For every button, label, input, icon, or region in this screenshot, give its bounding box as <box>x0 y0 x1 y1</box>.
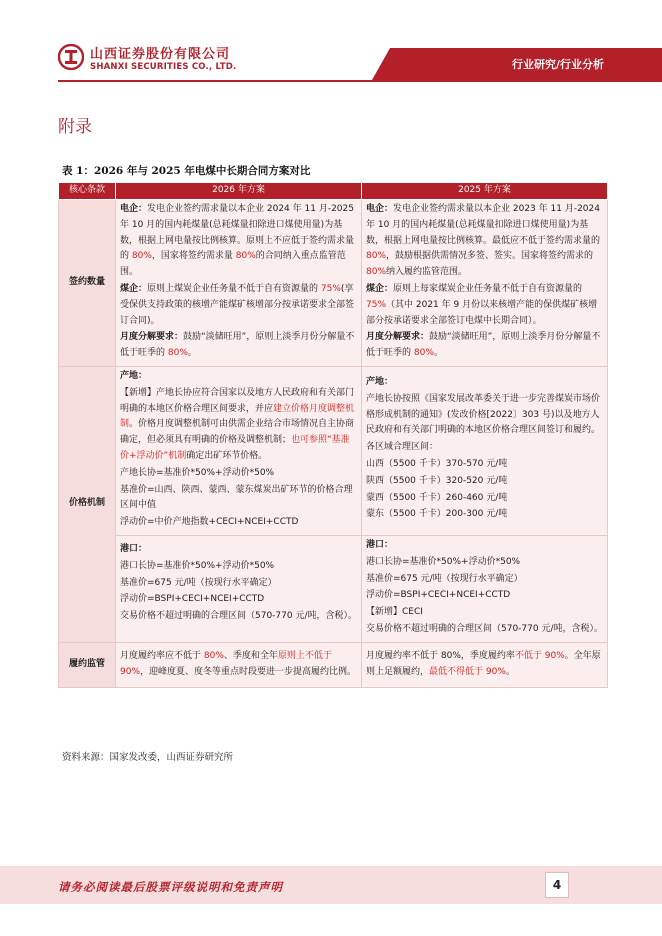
list-item: 蒙东（5500 千卡）200-300 元/吨 <box>366 509 508 520</box>
pricing-2026-origin-float: 浮动价=中价产地指数+CECI+NCEI+CCTD <box>120 517 299 528</box>
page-number: 4 <box>545 872 569 898</box>
column-header-key: 核心条款 <box>59 183 116 200</box>
cell-pricing-port-2026 <box>116 535 362 642</box>
list-item: 蒙西（5500 千卡）260-460 元/吨 <box>366 492 508 503</box>
comparison-table <box>58 182 608 688</box>
performance-2025-text: 月度履约率不低于 80%，季度履约率不低于 90%。全年原则上足额履约，最低不得低于 90%。 <box>366 650 601 677</box>
cell-performance-2025 <box>362 642 608 688</box>
table-row-performance <box>59 642 608 688</box>
cell-pricing-origin-2025 <box>362 366 608 535</box>
signing-2025-monthly: 月度分解要求：鼓励“淡储旺用”，原则上淡季月份分解量不低于旺季的 80%。 <box>366 332 601 359</box>
pricing-2025-port-label: 港口： <box>366 539 394 550</box>
cell-pricing-port-2025 <box>362 535 608 642</box>
pricing-2026-origin-text: 【新增】产地长协应符合国家以及地方人民政府和有关部门明确的本地区价格合理区间要求，并应建立价格月度调整机制。价格月度调整机制可由供需企业结合市场情况自主协商确定，但必须具有明确的价格及调整机制；也可参照“基准价+浮动价”机制确定出矿环节价格。 <box>120 387 355 461</box>
cell-signing-2026 <box>116 200 362 367</box>
pricing-2026-port-float: 浮动价=BSPI+CECI+NCEI+CCTD <box>120 594 265 605</box>
performance-2026-text: 月度履约率应不低于 80%、季度和全年原则上不低于 90%，迎峰度夏、度冬等重点时段要进一步提高履约比例。 <box>120 650 357 677</box>
signing-2025-power: 电企：发电企业签约需求量以本企业 2023 年 11 月-2024 年 10 月的国内耗煤量(总耗煤量扣除进口煤使用量)为基数，根据上网电量按比例核算。最低应不低于签约需求量的 80%，鼓励根据供需情况多签、签实。国家将签约需求的 80%纳入履约监管范围。 <box>366 204 601 278</box>
signing-2026-power: 电企：发电企业签约需求量以本企业 2024 年 11 月-2025 年 10 月的国内耗煤量(总耗煤量扣除进口煤使用量)为基数，根据上网电量按比例核算。原则上不应低于签约需求量的 80%，国家将签约需求量 80%的合同纳入重点监管范围。 <box>120 204 355 278</box>
column-header-2025: 2025 年方案 <box>362 183 608 200</box>
pricing-2025-region-title: 各区域合理区间： <box>366 442 439 453</box>
pricing-2025-origin-text: 产地长协按照《国家发展改革委关于进一步完善煤炭市场价格形成机制的通知》(发改价格[2022〕303 号)以及地方人民政府和有关部门明确的本地区价格合理区间签订和履约。 <box>366 393 601 436</box>
company-logo-icon <box>58 44 84 70</box>
signing-2025-coal: 煤企：原则上每家煤炭企业任务量不低于自有资源量的 75%（其中 2021 年 9 月份以来核增产能的保供煤矿核增部分按承诺要求全部签订电煤中长期合同）。 <box>366 283 598 326</box>
pricing-2026-origin-formula: 产地长协=基准价*50%+浮动价*50% <box>120 467 275 478</box>
column-header-2026: 2026 年方案 <box>116 183 362 200</box>
signing-2026-monthly: 月度分解要求：鼓励“淡储旺用”，原则上淡季月份分解量不低于旺季的 80%。 <box>120 332 355 359</box>
company-name-cn: 山西证券股份有限公司 <box>90 47 231 62</box>
table-title: 表 1：2026 年与 2025 年电煤中长期合同方案对比 <box>62 165 311 177</box>
pricing-2026-port-range: 交易价格不超过明确的合理区间（570-770 元/吨，含税）。 <box>120 611 357 622</box>
list-item: 山西（5500 千卡）370-570 元/吨 <box>366 458 508 469</box>
company-name-en: SHANXI SECURITIES CO., LTD. <box>90 62 237 72</box>
table-row-pricing-port <box>59 535 608 642</box>
header-divider <box>58 80 662 82</box>
pricing-2026-origin-base: 基准价=山西、陕西、蒙西、蒙东煤炭出矿环节的价格合理区间中值 <box>120 484 353 511</box>
signing-2026-coal: 煤企：原则上煤炭企业任务量不低于自有资源量的 75%(享受保供支持政策的核增产能煤矿核增部分按承诺要求全部签订合同)。 <box>120 283 355 326</box>
row-key-performance: 履约监管 <box>59 642 116 688</box>
pricing-2025-port-float: 浮动价=BSPI+CECI+NCEI+CCTD <box>366 590 511 601</box>
pricing-2025-port-base: 基准价=675 元/吨（按现行水平确定） <box>366 573 523 584</box>
section-title: 附录 <box>58 117 92 137</box>
report-category: 行业研究/行业分析 <box>511 58 604 71</box>
pricing-2026-port-label: 港口： <box>120 543 148 554</box>
pricing-2025-port-formula: 港口长协=基准价*50%+浮动价*50% <box>366 556 521 567</box>
row-key-pricing: 价格机制 <box>59 366 116 642</box>
footer-disclaimer: 请务必阅读最后股票评级说明和免责声明 <box>58 880 283 894</box>
pricing-2026-port-formula: 港口长协=基准价*50%+浮动价*50% <box>120 560 275 571</box>
table-header-row <box>59 183 608 200</box>
table-row-pricing-origin <box>59 366 608 535</box>
list-item: 陕西（5500 千卡）320-520 元/吨 <box>366 475 508 486</box>
pricing-2025-port-new: 【新增】CECI <box>366 607 423 618</box>
row-key-signing: 签约数量 <box>59 200 116 367</box>
pricing-2026-port-base: 基准价=675 元/吨（按现行水平确定） <box>120 577 277 588</box>
pricing-2025-port-range: 交易价格不超过明确的合理区间（570-770 元/吨，含税）。 <box>366 623 603 634</box>
source-note: 资料来源：国家发改委，山西证券研究所 <box>62 752 234 763</box>
page-header <box>0 0 662 90</box>
cell-performance-2026 <box>116 642 362 688</box>
pricing-2025-origin-label: 产地： <box>366 376 394 387</box>
table-row-signing <box>59 200 608 367</box>
cell-pricing-origin-2026 <box>116 366 362 535</box>
pricing-2026-origin-label: 产地： <box>120 370 148 381</box>
cell-signing-2025 <box>362 200 608 367</box>
